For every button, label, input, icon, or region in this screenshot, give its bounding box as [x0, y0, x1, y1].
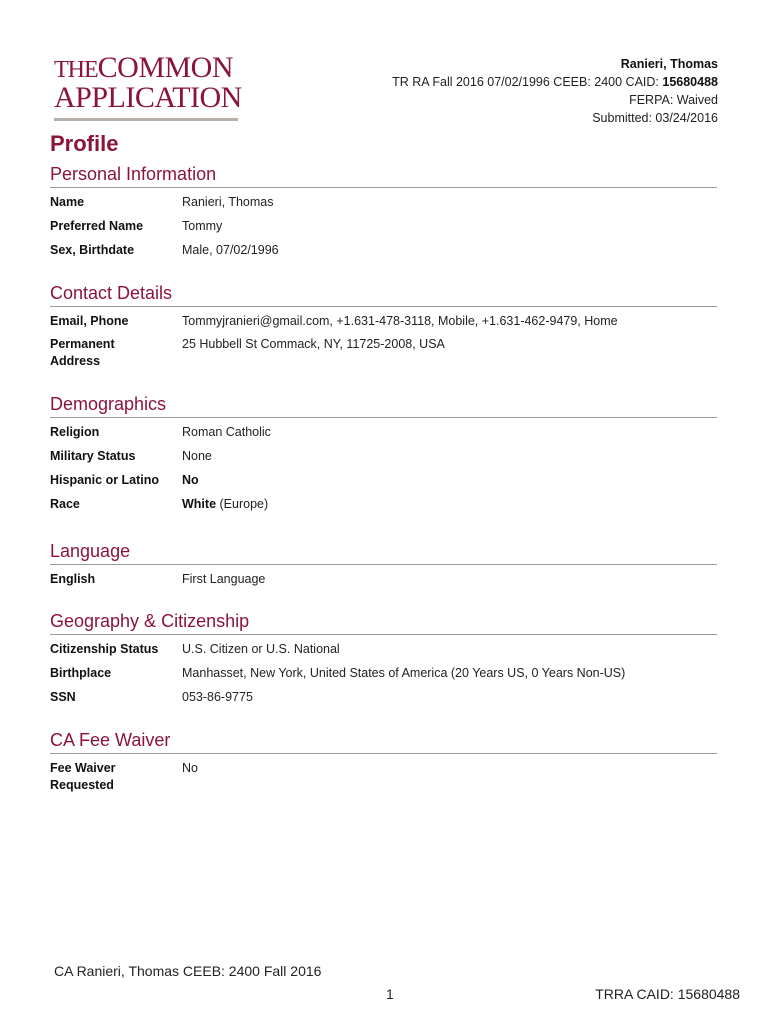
field-value: 053-86-9775 [182, 690, 253, 704]
field-value: Manhasset, New York, United States of America (20 Years US, 0 Years Non-US) [182, 666, 626, 680]
field-row-birthplace [50, 665, 717, 682]
field-value: White (Europe) [182, 497, 269, 511]
common-app-logo [54, 51, 242, 121]
field-value: U.S. Citizen or U.S. National [182, 642, 340, 656]
field-row-sex-birthdate [50, 242, 717, 259]
section-demographics [50, 393, 717, 513]
field-row-citizenship-status [50, 641, 717, 658]
field-row-email-phone [50, 313, 717, 330]
section-ca-fee-waiver [50, 729, 717, 794]
caid-number: 15680488 [662, 75, 718, 89]
section-personal-information [50, 163, 717, 259]
field-value: First Language [182, 572, 266, 586]
field-row-fee-waiver-requested [50, 760, 717, 794]
section-heading: Geography & Citizenship [50, 610, 717, 635]
logo-underline [54, 118, 238, 121]
field-value: Roman Catholic [182, 425, 271, 439]
logo-text-common: COMMON [97, 51, 234, 84]
section-language [50, 540, 717, 588]
field-label: Name [50, 195, 85, 209]
field-label: Birthplace [50, 666, 112, 680]
section-heading: Personal Information [50, 163, 717, 188]
field-label: Preferred Name [50, 219, 144, 233]
page-title: Profile [50, 131, 119, 156]
submitted-date: Submitted: 03/24/2016 [592, 111, 718, 125]
footer-page-number: 1 [386, 986, 394, 1002]
applicant-name: Ranieri, Thomas [620, 57, 718, 71]
field-row-religion [50, 424, 717, 441]
field-row-preferred-name [50, 218, 717, 235]
field-label: Email, Phone [50, 314, 129, 328]
field-label: Permanent Address [50, 337, 115, 368]
section-contact-details [50, 282, 717, 370]
field-value: 25 Hubbell St Commack, NY, 11725-2008, USA [182, 337, 445, 351]
field-label: SSN [50, 690, 76, 704]
field-row-military-status [50, 448, 717, 465]
section-heading: Demographics [50, 393, 717, 418]
field-label: Hispanic or Latino [50, 473, 160, 487]
field-row-language-english [50, 571, 717, 588]
field-value: Male, 07/02/1996 [182, 243, 279, 257]
field-label: Citizenship Status [50, 642, 159, 656]
footer-caid: TRRA CAID: 15680488 [595, 986, 740, 1002]
section-heading: Language [50, 540, 717, 565]
section-heading: Contact Details [50, 282, 717, 307]
section-geography-citizenship [50, 610, 717, 706]
field-label: Race [50, 497, 80, 511]
field-row-race [50, 496, 717, 513]
field-row-permanent-address [50, 336, 717, 370]
logo-text-application: APPLICATION [54, 81, 242, 114]
field-value: Ranieri, Thomas [182, 195, 274, 209]
ferpa-status: FERPA: Waived [629, 93, 718, 107]
field-label: Religion [50, 425, 100, 439]
field-value: None [182, 449, 212, 463]
field-label: English [50, 572, 96, 586]
field-label: Sex, Birthdate [50, 243, 135, 257]
field-value: Tommyjranieri@gmail.com, +1.631-478-3118, Mobile, +1.631-462-9479, Home [182, 314, 618, 328]
logo-text-the: THE [54, 57, 98, 83]
field-label: Fee Waiver Requested [50, 761, 116, 792]
field-row-hispanic-latino [50, 472, 717, 489]
field-row-ssn [50, 689, 717, 706]
field-value: Tommy [182, 219, 223, 233]
field-value: No [182, 473, 199, 487]
field-row-name [50, 194, 717, 211]
section-heading: CA Fee Waiver [50, 729, 717, 754]
field-label: Military Status [50, 449, 136, 463]
footer-applicant-info: CA Ranieri, Thomas CEEB: 2400 Fall 2016 [54, 963, 322, 979]
field-value: No [182, 761, 198, 775]
applicant-id-line: TR RA Fall 2016 07/02/1996 CEEB: 2400 CAID: 15680488 [392, 75, 718, 89]
applicant-header [392, 55, 718, 127]
